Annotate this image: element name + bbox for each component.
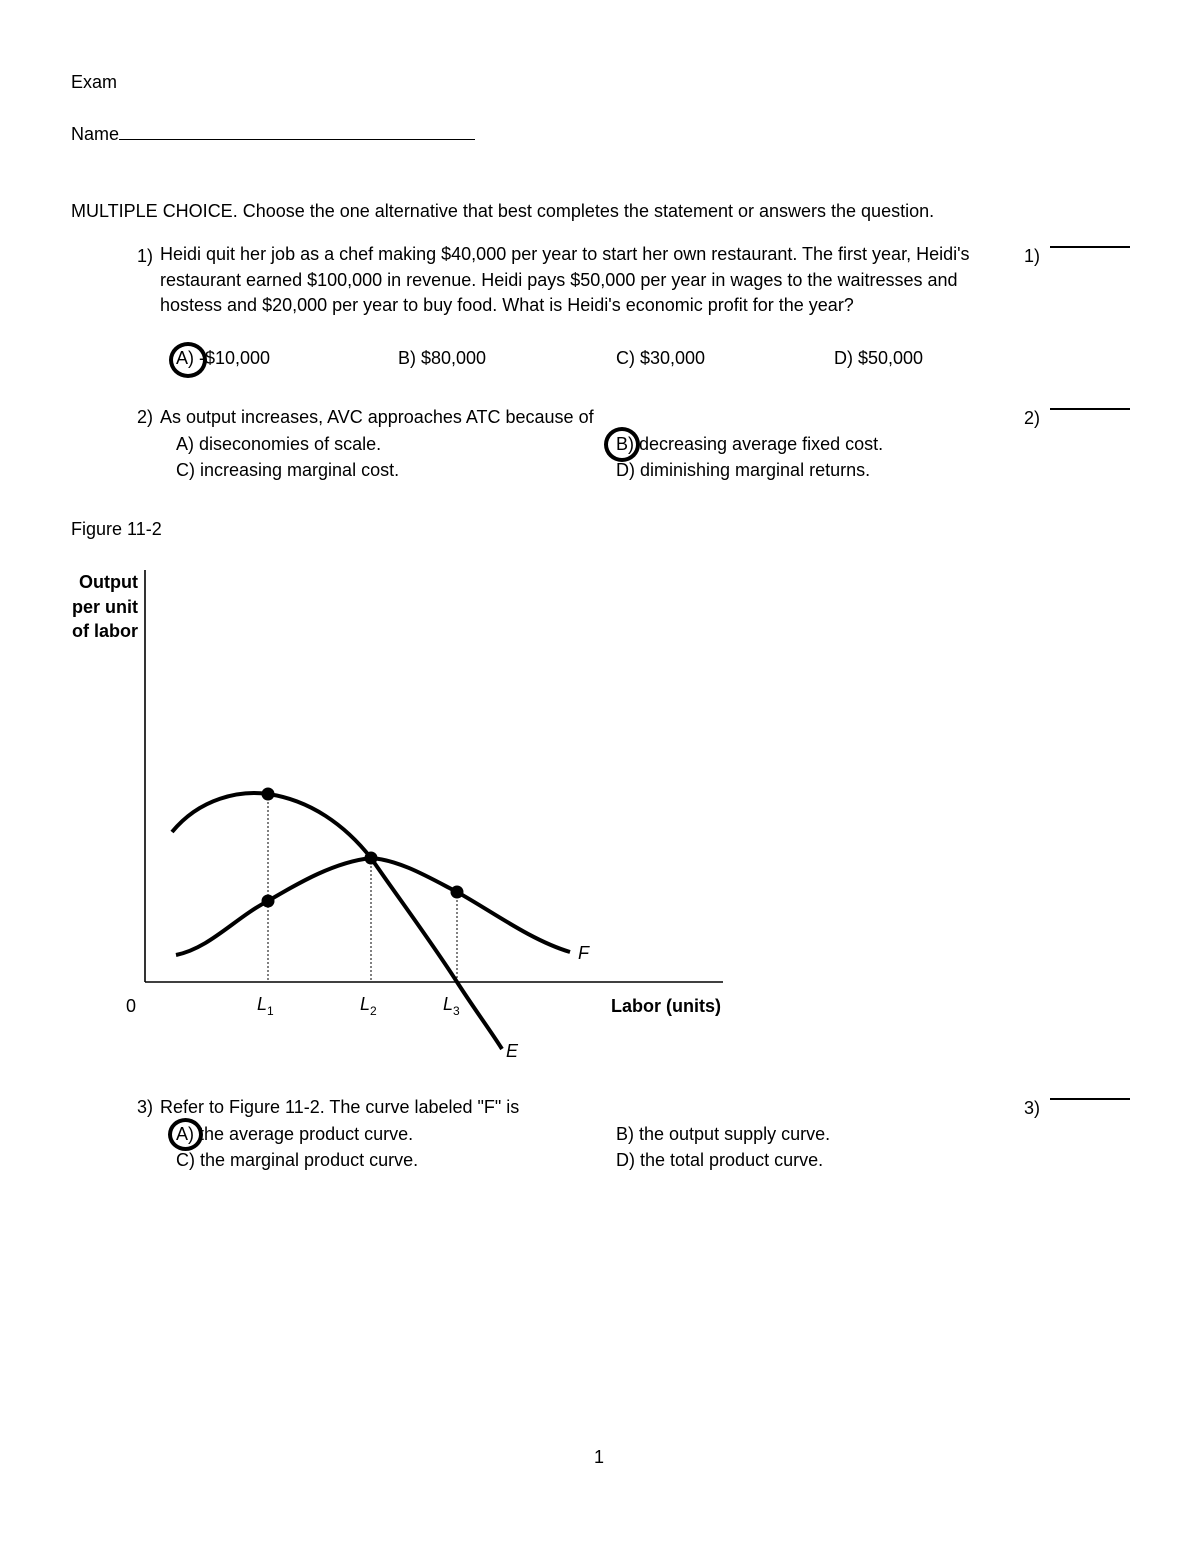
tick-label-l1: $L_1$ (257, 994, 274, 1018)
name-label: Name (71, 124, 120, 144)
x-axis-label: Labor (units) (611, 996, 721, 1016)
question-1-stem: Heidi quit her job as a chef making $40,000 per year to start her own restaurant. The first year, Heidi's restaurant earned $100,000 in revenue. Heidi pays $50,000 per year in wages to the waitresses and hostess and $20,000 per year to buy food. What is Heidi's economic profit for the year? (160, 244, 970, 315)
point-e-at-l1 (262, 788, 275, 801)
curve-label-f: F (578, 943, 589, 963)
q1-option-a[interactable]: A) -$10,000 (176, 348, 271, 368)
q3-option-c[interactable]: C) the marginal product curve. (176, 1150, 419, 1170)
tick-label-l2: $L_2$ (360, 994, 377, 1018)
tick-label-l3: $L_3$ (443, 994, 460, 1018)
point-f-at-l3 (451, 886, 464, 899)
q2-selected-answer-circle (604, 427, 640, 462)
question-1-answer-number: 1) (1024, 246, 1041, 266)
y-axis-label-line-3: of labor (72, 621, 138, 641)
question-3-number: 3) (137, 1097, 154, 1117)
figure-caption: Figure 11-2 (71, 519, 162, 539)
name-blank-line[interactable] (119, 123, 475, 140)
q1-option-c[interactable]: C) $30,000 (616, 348, 706, 368)
instructions: MULTIPLE CHOICE. Choose the one alternative that best completes the statement or answers the question. (71, 201, 935, 221)
point-f-at-l1 (262, 895, 275, 908)
q2-option-d[interactable]: D) diminishing marginal returns. (616, 460, 871, 480)
q3-option-d[interactable]: D) the total product curve. (616, 1150, 824, 1170)
q2-option-a[interactable]: A) diseconomies of scale. (176, 434, 382, 454)
question-3-answer-number: 3) (1024, 1098, 1041, 1118)
q3-option-a[interactable]: A) the average product curve. (176, 1124, 414, 1144)
q2-option-b[interactable]: B) decreasing average fixed cost. (616, 434, 884, 454)
question-2-answer-number: 2) (1024, 408, 1041, 428)
question-3-stem: Refer to Figure 11-2. The curve labeled "F" is (160, 1097, 520, 1117)
origin-label: 0 (126, 996, 137, 1016)
q2-option-c[interactable]: C) increasing marginal cost. (176, 460, 400, 480)
y-axis-label-line-1: Output (79, 572, 138, 592)
q3-selected-answer-circle (168, 1118, 203, 1151)
exam-title: Exam (71, 72, 118, 92)
question-2-answer-blank[interactable] (1050, 408, 1130, 410)
q3-option-b[interactable]: B) the output supply curve. (616, 1124, 831, 1144)
q1-option-d[interactable]: D) $50,000 (834, 348, 924, 368)
curve-label-e: E (506, 1041, 519, 1061)
question-2-number: 2) (137, 407, 154, 427)
curve-f-average-product (176, 858, 570, 955)
y-axis-label-line-2: per unit (72, 597, 138, 617)
point-intersection-at-l2 (365, 852, 378, 865)
question-3-answer-blank[interactable] (1050, 1098, 1130, 1100)
q1-option-b[interactable]: B) $80,000 (398, 348, 487, 368)
curve-e-marginal-product (172, 793, 502, 1049)
q1-selected-answer-circle (169, 342, 207, 378)
question-1-number: 1) (137, 246, 154, 266)
page-number: 1 (594, 1447, 605, 1467)
question-1-answer-blank[interactable] (1050, 246, 1130, 248)
name-field[interactable] (71, 123, 475, 145)
question-2-stem: As output increases, AVC approaches ATC because of (160, 407, 594, 427)
